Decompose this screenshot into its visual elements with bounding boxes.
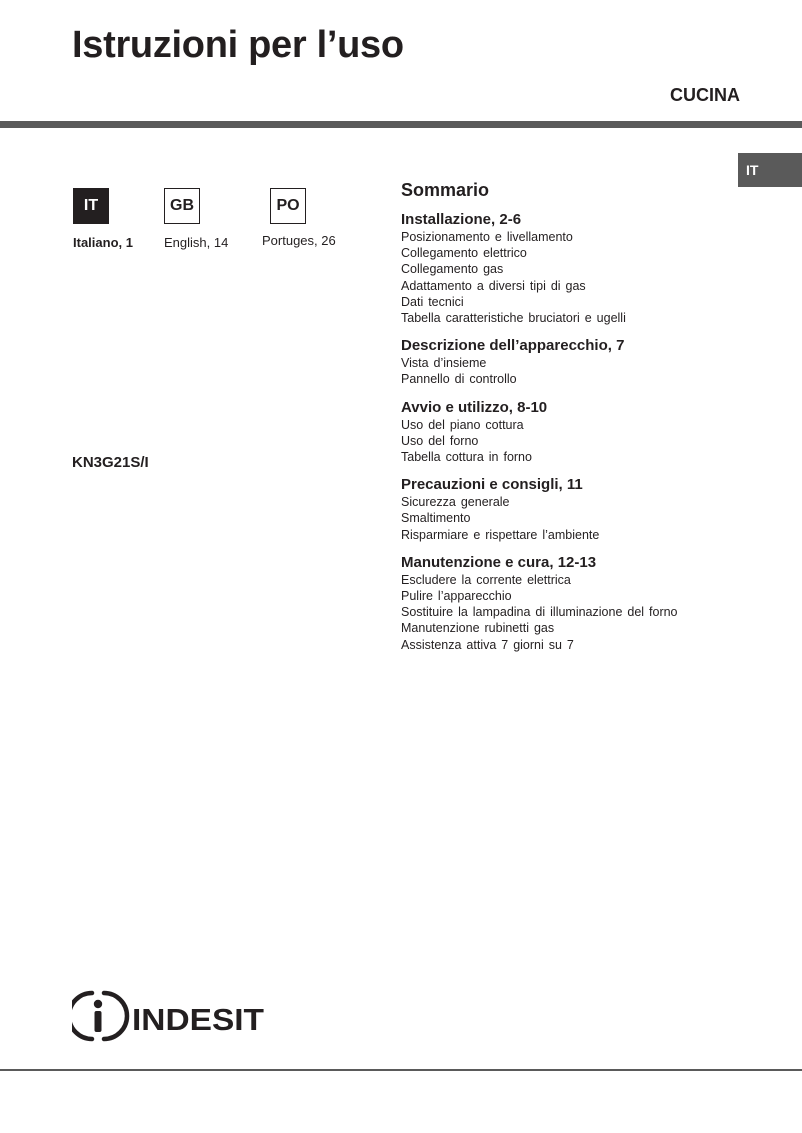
brand-wordmark: INDESIT xyxy=(132,1002,264,1037)
toc-item[interactable]: Collegamento gas xyxy=(401,262,504,277)
toc-item[interactable]: Pannello di controllo xyxy=(401,372,517,387)
toc-section xyxy=(401,336,781,387)
toc-item[interactable]: Tabella cottura in forno xyxy=(401,450,532,465)
toc-item[interactable]: Posizionamento e livellamento xyxy=(401,230,573,244)
indesit-logo xyxy=(72,988,264,1044)
toc-section xyxy=(401,398,781,466)
product-category: CUCINA xyxy=(670,85,740,105)
language-box-gb[interactable]: GB xyxy=(164,188,200,224)
toc-item[interactable]: Vista d’insieme xyxy=(401,356,487,371)
language-label-gb[interactable]: English, 14 xyxy=(164,235,229,250)
toc-item[interactable]: Risparmiare e rispettare l’ambiente xyxy=(401,527,600,542)
toc-title: Sommario xyxy=(401,180,490,200)
language-box-po[interactable]: PO xyxy=(270,188,306,224)
toc-item[interactable]: Dati tecnici xyxy=(401,294,464,309)
toc-item[interactable]: Smaltimento xyxy=(401,511,471,526)
language-label-it[interactable]: Italiano, 1 xyxy=(73,235,133,250)
toc-item[interactable]: Adattamento a diversi tipi di gas xyxy=(401,278,586,293)
toc-item[interactable]: Sicurezza generale xyxy=(401,495,510,510)
toc-item[interactable]: Pulire l’apparecchio xyxy=(401,589,512,604)
toc-section xyxy=(401,475,781,543)
toc-item[interactable]: Sostituire la lampadina di illuminazione del forno xyxy=(401,605,678,620)
toc-item[interactable]: Assistenza attiva 7 giorni su 7 xyxy=(401,637,574,652)
indesit-i-logo-icon xyxy=(72,988,264,1044)
language-side-tab: IT xyxy=(738,153,802,187)
language-label-po[interactable]: Portuges, 26 xyxy=(262,233,336,248)
toc-section xyxy=(401,210,781,326)
toc-section-title[interactable]: Manutenzione e cura, 12-13 xyxy=(401,553,597,571)
toc-item[interactable]: Collegamento elettrico xyxy=(401,246,527,261)
header-divider xyxy=(0,121,802,128)
language-box-it[interactable]: IT xyxy=(73,188,109,224)
model-number: KN3G21S/I xyxy=(72,454,149,471)
toc-item[interactable]: Uso del forno xyxy=(401,433,479,448)
footer-divider xyxy=(0,1069,802,1071)
toc-section-title[interactable]: Avvio e utilizzo, 8-10 xyxy=(401,398,548,416)
page-title: Istruzioni per l’uso xyxy=(72,24,404,66)
toc-section-title[interactable]: Installazione, 2-6 xyxy=(401,211,522,228)
toc-section-title[interactable]: Precauzioni e consigli, 11 xyxy=(401,476,583,494)
toc-section-title[interactable]: Descrizione dell’apparecchio, 7 xyxy=(401,337,625,355)
table-of-contents xyxy=(401,180,781,663)
toc-item[interactable]: Manutenzione rubinetti gas xyxy=(401,621,555,636)
toc-section xyxy=(401,553,781,653)
toc-item[interactable]: Escludere la corrente elettrica xyxy=(401,572,571,587)
toc-item[interactable]: Uso del piano cottura xyxy=(401,417,524,432)
toc-item[interactable]: Tabella caratteristiche bruciatori e ugelli xyxy=(401,311,626,326)
